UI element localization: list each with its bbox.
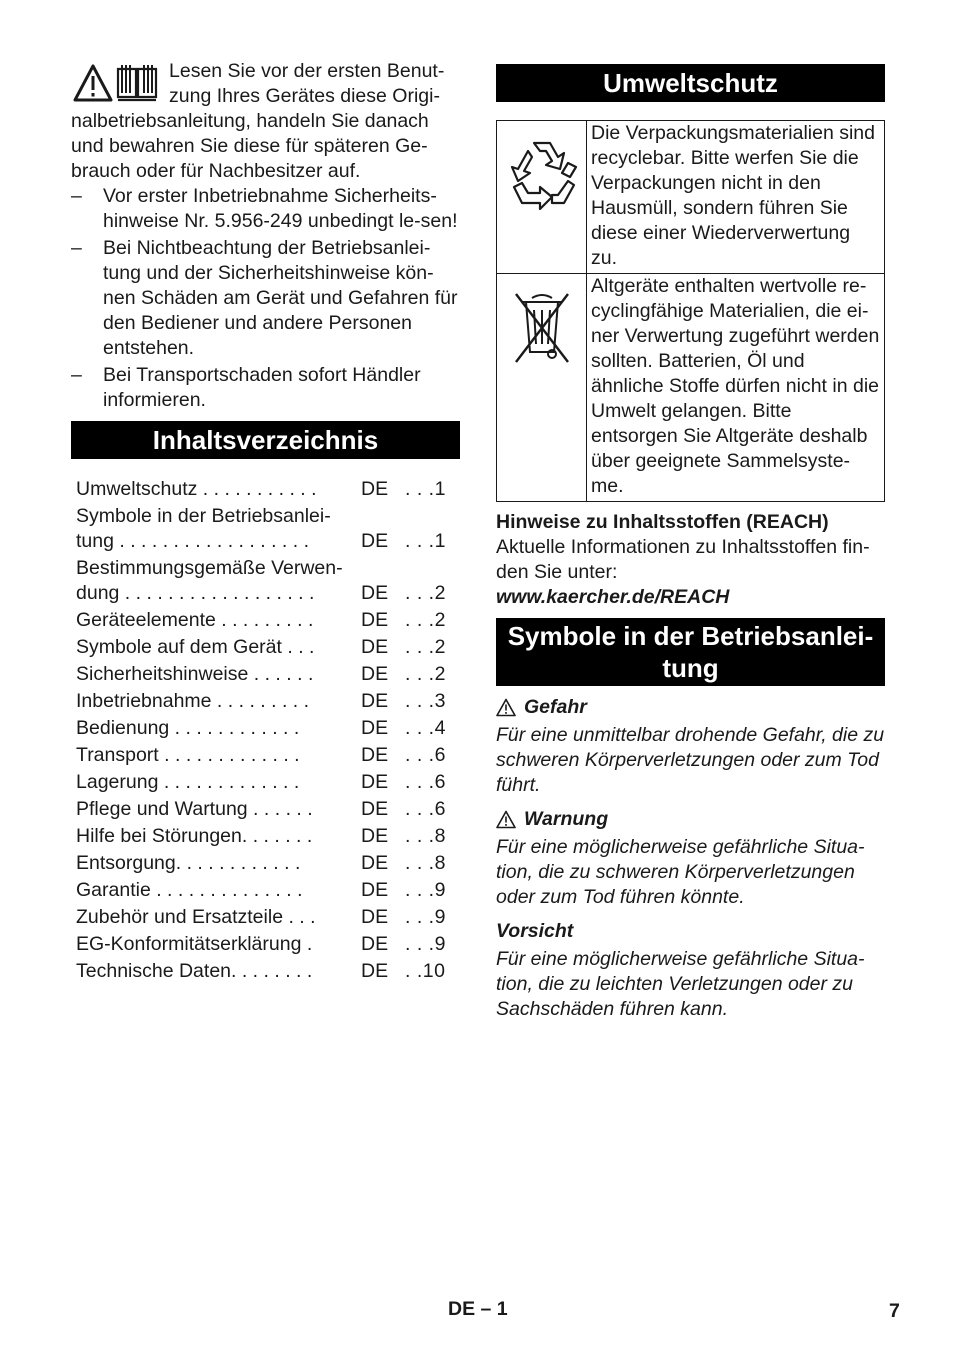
reach-title: Hinweise zu Inhaltsstoffen (REACH) — [496, 511, 829, 533]
list-item: – Vor erster Inbetriebnahme Sicherheits-hinweise Nr. 5.956-249 unbedingt le-sen! — [71, 185, 458, 232]
table-row — [497, 274, 885, 502]
footer-section: DE – 1 — [448, 1298, 508, 1320]
toc-entry[interactable]: Symbole auf dem Gerät . . . DE . . .2 — [76, 636, 446, 658]
toc-entry[interactable]: Symbole in der Betriebsanlei-tung . . . . . . . . . . . . . . . . . . DE . . .1 — [76, 505, 446, 552]
toc-entry[interactable]: Bedienung . . . . . . . . . . . . DE . . .4 — [76, 717, 446, 739]
toc-entry[interactable]: Geräteelemente . . . . . . . . . DE . . .2 — [76, 609, 446, 631]
warning-triangle-icon — [496, 810, 516, 829]
signal-danger-text: Für eine unmittelbar drohende Gefahr, die zu schweren Körperverletzungen oder zum Tod führt. — [496, 724, 885, 796]
environment-table — [496, 120, 885, 502]
toc-entry[interactable]: Entsorgung. . . . . . . . . . . . DE . . .8 — [76, 852, 446, 874]
crossed-bin-icon — [512, 290, 572, 366]
warning-triangle-icon — [73, 63, 113, 103]
signal-caution-text: Für eine möglicherweise gefährliche Situa-tion, die zu leichten Verletzungen oder zu Sachschäden führen kann. — [496, 948, 865, 1020]
toc-entry[interactable]: Lagerung . . . . . . . . . . . . . DE . . .6 — [76, 771, 446, 793]
recycling-icon-cell — [497, 121, 587, 274]
intro-text: Lesen Sie vor der ersten Benut-zung Ihres Gerätes diese Origi-nalbetriebsanleitung, handeln Sie danach und bewahren Sie diese für späteren Ge-brauch oder für Nachbesitzer auf. — [71, 60, 445, 182]
recycling-icon — [504, 137, 580, 213]
toc-entry[interactable]: Bestimmungsgemäße Verwen-dung . . . . . . . . . . . . . . . . . . DE . . .2 — [76, 557, 446, 604]
signal-warning-text: Für eine möglicherweise gefährliche Situa-tion, die zu schweren Körperverletzungen oder zum Tod führen könnte. — [496, 836, 865, 908]
bin-text: Altgeräte enthalten wertvolle re-cyclingfähige Materialien, die ei-ner Verwertung zugeführt werden sollten. Batterien, Öl und ähnliche Stoffe dürfen nicht in die Umwelt gelangen. Bitte entsorgen Sie Altgeräte deshalb über geeignete Sammelsyste-me. — [587, 274, 885, 502]
toc-entry[interactable]: Sicherheitshinweise . . . . . . DE . . .2 — [76, 663, 446, 685]
list-item: – Bei Transportschaden sofort Händler informieren. — [71, 364, 421, 411]
table-row — [497, 121, 885, 274]
list-item: – Bei Nichtbeachtung der Betriebsanlei-tung und der Sicherheitshinweise kön-nen Schäden am Gerät und Gefahren für den Bediener und andere Personen entstehen. — [71, 237, 458, 359]
open-book-icon — [115, 63, 159, 103]
toc-entry[interactable]: Hilfe bei Störungen. . . . . . . DE . . .8 — [76, 825, 446, 847]
toc-entry[interactable]: Umweltschutz . . . . . . . . . . . DE . . .1 — [76, 478, 446, 500]
signal-caution: Vorsicht — [496, 920, 574, 942]
signal-warning: Warnung — [496, 807, 885, 832]
page-number: 7 — [889, 1300, 900, 1322]
warning-triangle-icon — [496, 698, 516, 717]
toc-heading: Inhaltsverzeichnis — [71, 421, 460, 459]
toc-entry[interactable]: Garantie . . . . . . . . . . . . . . DE . . .9 — [76, 879, 446, 901]
recycling-text: Die Verpackungsmaterialien sind recyclebar. Bitte werfen Sie die Verpackungen nicht in den Hausmüll, sondern führen Sie diese einer Wiederverwertung zu. — [587, 121, 885, 274]
intro-icons — [71, 63, 161, 107]
toc-entry[interactable]: EG-Konformitätserklärung . DE . . .9 — [76, 933, 446, 955]
toc-entry[interactable]: Transport . . . . . . . . . . . . . DE . . .6 — [76, 744, 446, 766]
reach-text: Aktuelle Informationen zu Inhaltsstoffen fin-den Sie unter: — [496, 536, 870, 583]
reach-link[interactable]: www.kaercher.de/REACH — [496, 586, 730, 608]
intro-block — [71, 59, 460, 184]
toc-entry[interactable]: Technische Daten. . . . . . . . DE . .10 — [76, 960, 446, 982]
toc-entry[interactable]: Pflege und Wartung . . . . . . DE . . .6 — [76, 798, 446, 820]
toc-entry[interactable]: Zubehör und Ersatzteile . . . DE . . .9 — [76, 906, 446, 928]
signal-danger: Gefahr — [496, 695, 885, 720]
left-column — [71, 59, 460, 986]
right-column — [496, 64, 885, 1022]
environment-heading: Umweltschutz — [496, 64, 885, 102]
symbols-heading: Symbole in der Betriebsanlei- tung — [496, 618, 885, 686]
toc-entry[interactable]: Inbetriebnahme . . . . . . . . . DE . . .3 — [76, 690, 446, 712]
bin-icon-cell — [497, 274, 587, 502]
safety-list — [71, 184, 460, 413]
table-of-contents — [71, 477, 460, 984]
